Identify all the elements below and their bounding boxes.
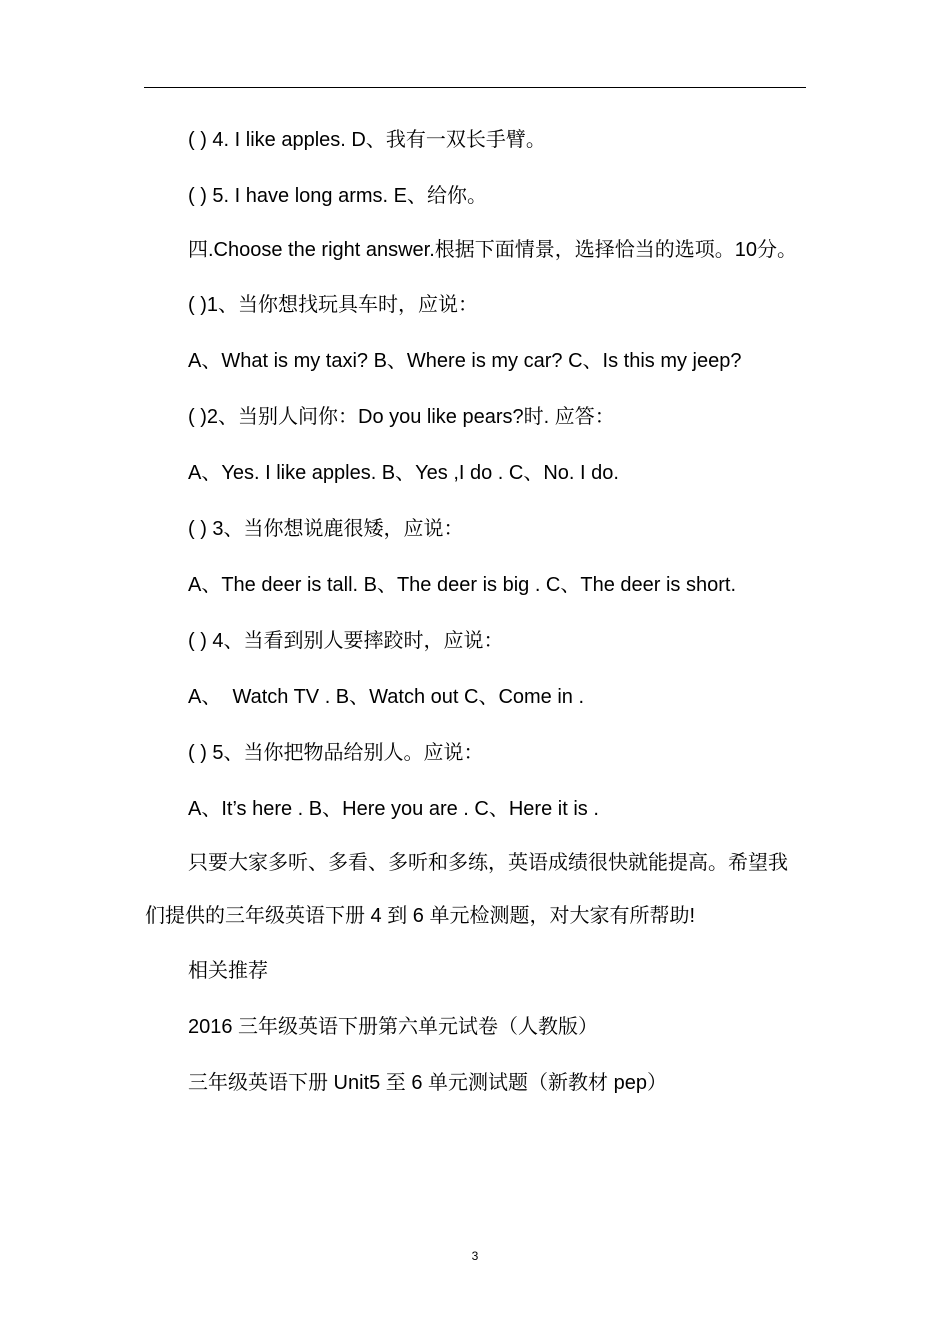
question-2: ( )2、当别人问你：Do you like pears?时. 应答： <box>188 406 615 428</box>
section-4-heading: 四.Choose the right answer.根据下面情景，选择恰当的选项。10分。 <box>188 239 798 261</box>
header-rule <box>144 87 806 88</box>
question-4: ( ) 4、当看到别人要摔跤时，应说： <box>188 630 504 652</box>
matching-line-5: ( ) 5. I have long arms. E、给你。 <box>188 185 487 207</box>
closing-paragraph: 只要大家多听、多看、多听和多练，英语成绩很快就能提高。希望我们提供的三年级英语下册 4 到 6 单元检测题，对大家有所帮助! <box>145 852 788 927</box>
related-link-2[interactable]: 三年级英语下册 Unit5 至 6 单元测试题（新教材 pep） <box>188 1072 667 1094</box>
matching-line-4: ( ) 4. I like apples. D、我有一双长手臂。 <box>188 129 546 151</box>
question-4-options: A、 Watch TV . B、Watch out C、Come in . <box>188 686 585 708</box>
related-link-1[interactable]: 2016 三年级英语下册第六单元试卷（人教版） <box>188 1016 599 1038</box>
question-2-options: A、Yes. I like apples. B、Yes ,I do . C、No. I do. <box>188 462 619 484</box>
question-1-options: A、What is my taxi? B、Where is my car? C、Is this my jeep? <box>188 350 742 372</box>
question-5: ( ) 5、当你把物品给别人。应说： <box>188 742 484 764</box>
question-3: ( ) 3、当你想说鹿很矮，应说： <box>188 518 464 540</box>
related-heading: 相关推荐 <box>188 960 268 982</box>
page-number: 3 <box>471 1249 479 1263</box>
question-1: ( )1、当你想找玩具车时，应说： <box>188 294 478 316</box>
document-body <box>145 112 807 1111</box>
question-5-options: A、It’s here . B、Here you are . C、Here it is . <box>188 798 599 820</box>
question-3-options: A、The deer is tall. B、The deer is big . C、The deer is short. <box>188 574 736 596</box>
